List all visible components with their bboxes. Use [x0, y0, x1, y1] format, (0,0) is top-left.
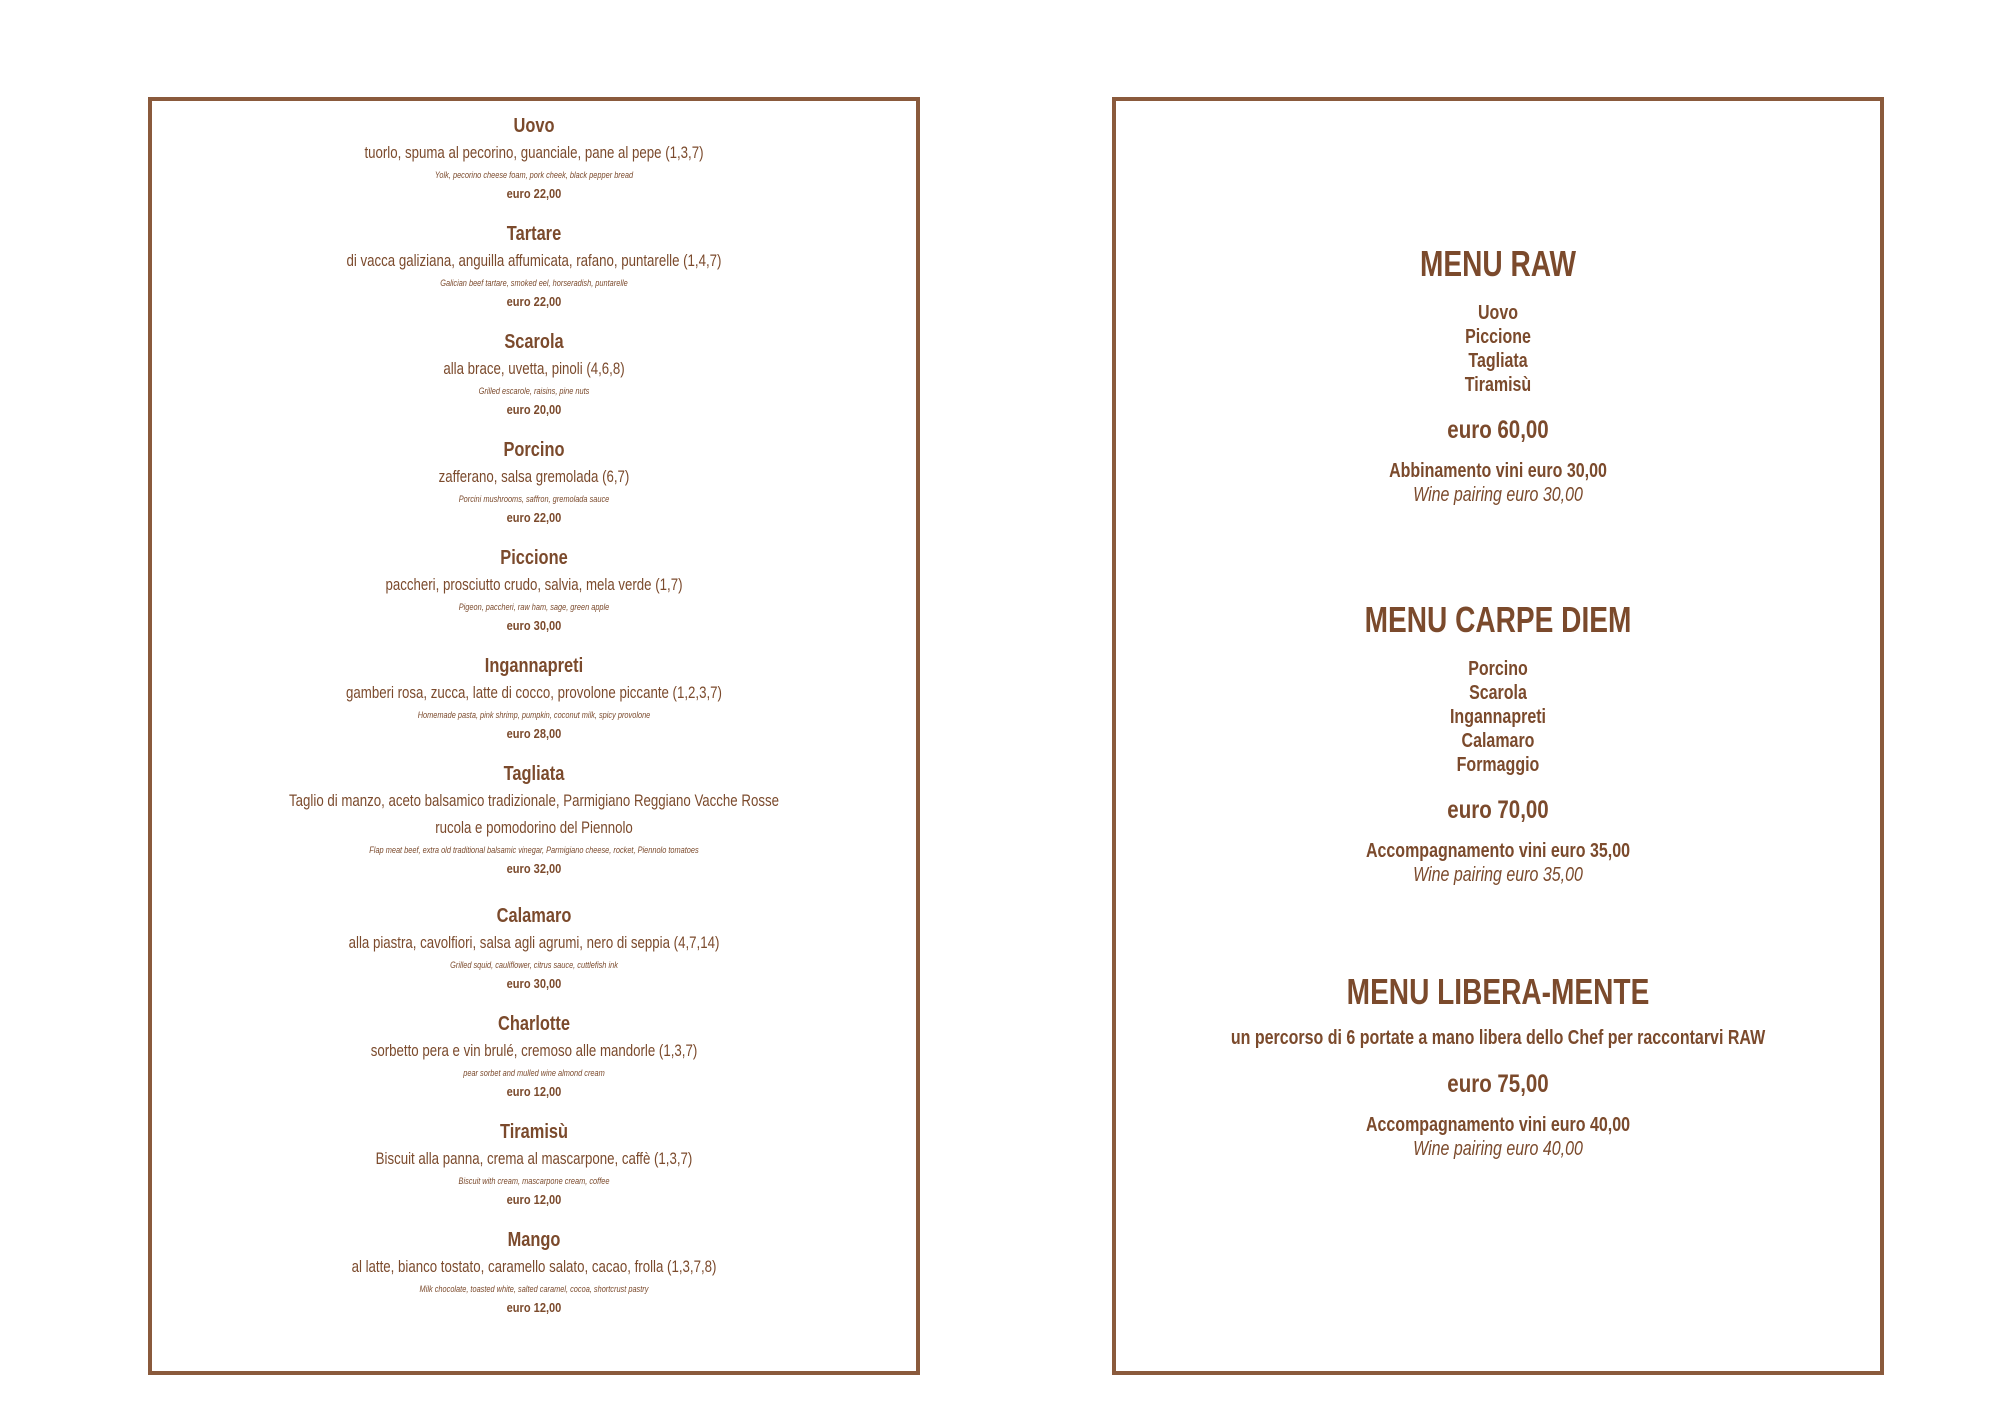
dish-english: Yolk, pecorino cheese foam, pork cheek, black pepper bread: [434, 170, 634, 180]
wine-pairing: Accompagnamento vini euro 35,00: [1365, 840, 1631, 862]
dish-item: [152, 113, 916, 221]
course-item: Porcino: [1468, 658, 1528, 680]
dish-item: [152, 653, 916, 761]
dish-price: euro 22,00: [506, 186, 562, 201]
course-list: [1116, 657, 1880, 777]
dish-name: Charlotte: [497, 1013, 570, 1035]
dish-description: zafferano, salsa gremolada (6,7): [438, 467, 630, 486]
course-item: Calamaro: [1461, 730, 1535, 752]
dish-description: di vacca galiziana, anguilla affumicata, rafano, puntarelle (1,4,7): [346, 251, 722, 270]
dish-english: Flap meat beef, extra old traditional balsamic vinegar, Parmigiano cheese, rocket, Piennolo tomatoes: [369, 845, 699, 855]
dish-english: Grilled escarole, raisins, pine nuts: [478, 386, 590, 396]
dish-name: Scarola: [504, 331, 564, 353]
dish-english: Pigeon, paccheri, raw ham, sage, green apple: [458, 602, 610, 612]
course-item: Tiramisù: [1464, 374, 1532, 396]
dish-item: [152, 329, 916, 437]
dish-english: Galician beef tartare, smoked eel, horseradish, puntarelle: [440, 278, 628, 288]
menu-title: MENU LIBERA-MENTE: [1346, 971, 1650, 1012]
course-item: Scarola: [1469, 682, 1527, 704]
dish-description: paccheri, prosciutto crudo, salvia, mela verde (1,7): [385, 575, 683, 594]
course-item: Uovo: [1478, 302, 1518, 324]
a-la-carte-panel: [148, 97, 920, 1375]
dish-description: Taglio di manzo, aceto balsamico tradizionale, Parmigiano Reggiano Vacche Rosse: [289, 791, 779, 810]
dish-item: [152, 437, 916, 545]
dish-english: pear sorbet and mulled wine almond cream: [463, 1068, 605, 1078]
dish-description-line-2: rucola e pomodorino del Piennolo: [435, 818, 633, 837]
dish-english: Porcini mushrooms, saffron, gremolada sauce: [458, 494, 610, 504]
dish-price: euro 12,00: [506, 1192, 562, 1207]
dish-item: [152, 1119, 916, 1227]
dish-description: Biscuit alla panna, crema al mascarpone, caffè (1,3,7): [375, 1149, 693, 1168]
menu-price: euro 60,00: [1447, 416, 1549, 444]
dish-name: Porcino: [503, 439, 565, 461]
dish-description: sorbetto pera e vin brulé, cremoso alle mandorle (1,3,7): [370, 1041, 698, 1060]
wine-pairing: Accompagnamento vini euro 40,00: [1365, 1114, 1631, 1136]
course-item: Piccione: [1465, 326, 1531, 348]
dish-price: euro 30,00: [506, 618, 562, 633]
dish-price: euro 12,00: [506, 1300, 562, 1315]
dish-name: Tagliata: [503, 763, 565, 785]
dish-price: euro 22,00: [506, 294, 562, 309]
dish-name: Piccione: [500, 547, 568, 569]
dish-item: [152, 903, 916, 1011]
course-item: Tagliata: [1468, 350, 1528, 372]
dish-price: euro 12,00: [506, 1084, 562, 1099]
dish-english: Biscuit with cream, mascarpone cream, coffee: [458, 1176, 610, 1186]
menu-raw: [1116, 241, 1880, 507]
course-item: Ingannapreti: [1449, 706, 1546, 728]
dish-description: gamberi rosa, zucca, latte di cocco, provolone piccante (1,2,3,7): [346, 683, 722, 702]
dish-item: [152, 761, 916, 903]
menu-libera-mente: [1116, 969, 1880, 1161]
wine-pairing-english: Wine pairing euro 40,00: [1413, 1138, 1583, 1160]
dish-item: [152, 1011, 916, 1119]
menu-price: euro 75,00: [1447, 1070, 1549, 1098]
dish-name: Tartare: [506, 223, 562, 245]
dish-name: Ingannapreti: [484, 655, 584, 677]
tasting-menu-panel: [1112, 97, 1884, 1375]
course-list: [1116, 301, 1880, 397]
menu-price: euro 70,00: [1447, 796, 1549, 824]
dish-english: Grilled squid, cauliflower, citrus sauce, cuttlefish ink: [450, 960, 618, 970]
dish-name: Tiramisù: [499, 1121, 569, 1143]
wine-pairing-english: Wine pairing euro 30,00: [1413, 484, 1583, 506]
menu-carpe-diem: [1116, 597, 1880, 887]
dish-english: Homemade pasta, pink shrimp, pumpkin, coconut milk, spicy provolone: [417, 710, 651, 720]
dish-item: [152, 221, 916, 329]
dish-description: alla brace, uvetta, pinoli (4,6,8): [443, 359, 625, 378]
course-item: Formaggio: [1456, 754, 1540, 776]
dish-item: [152, 545, 916, 653]
dish-description: tuorlo, spuma al pecorino, guanciale, pane al pepe (1,3,7): [364, 143, 704, 162]
dish-description: alla piastra, cavolfiori, salsa agli agrumi, nero di seppia (4,7,14): [348, 933, 720, 952]
dish-price: euro 32,00: [506, 861, 562, 876]
wine-pairing-english: Wine pairing euro 35,00: [1413, 864, 1583, 886]
dish-name: Uovo: [513, 115, 555, 137]
menu-title: MENU RAW: [1420, 243, 1576, 284]
dish-price: euro 22,00: [506, 510, 562, 525]
menu-title: MENU CARPE DIEM: [1364, 599, 1632, 640]
dish-price: euro 30,00: [506, 976, 562, 991]
dish-item: [152, 1227, 916, 1335]
dish-name: Mango: [507, 1229, 561, 1251]
dish-list: [152, 113, 916, 1335]
menu-description: un percorso di 6 portate a mano libera dello Chef per raccontarvi RAW: [1230, 1027, 1766, 1049]
dish-english: Milk chocolate, toasted white, salted caramel, cocoa, shortcrust pastry: [419, 1284, 649, 1294]
dish-name: Calamaro: [496, 905, 572, 927]
wine-pairing: Abbinamento vini euro 30,00: [1389, 460, 1607, 482]
dish-price: euro 20,00: [506, 402, 562, 417]
dish-description: al latte, bianco tostato, caramello salato, cacao, frolla (1,3,7,8): [351, 1257, 717, 1276]
dish-price: euro 28,00: [506, 726, 562, 741]
